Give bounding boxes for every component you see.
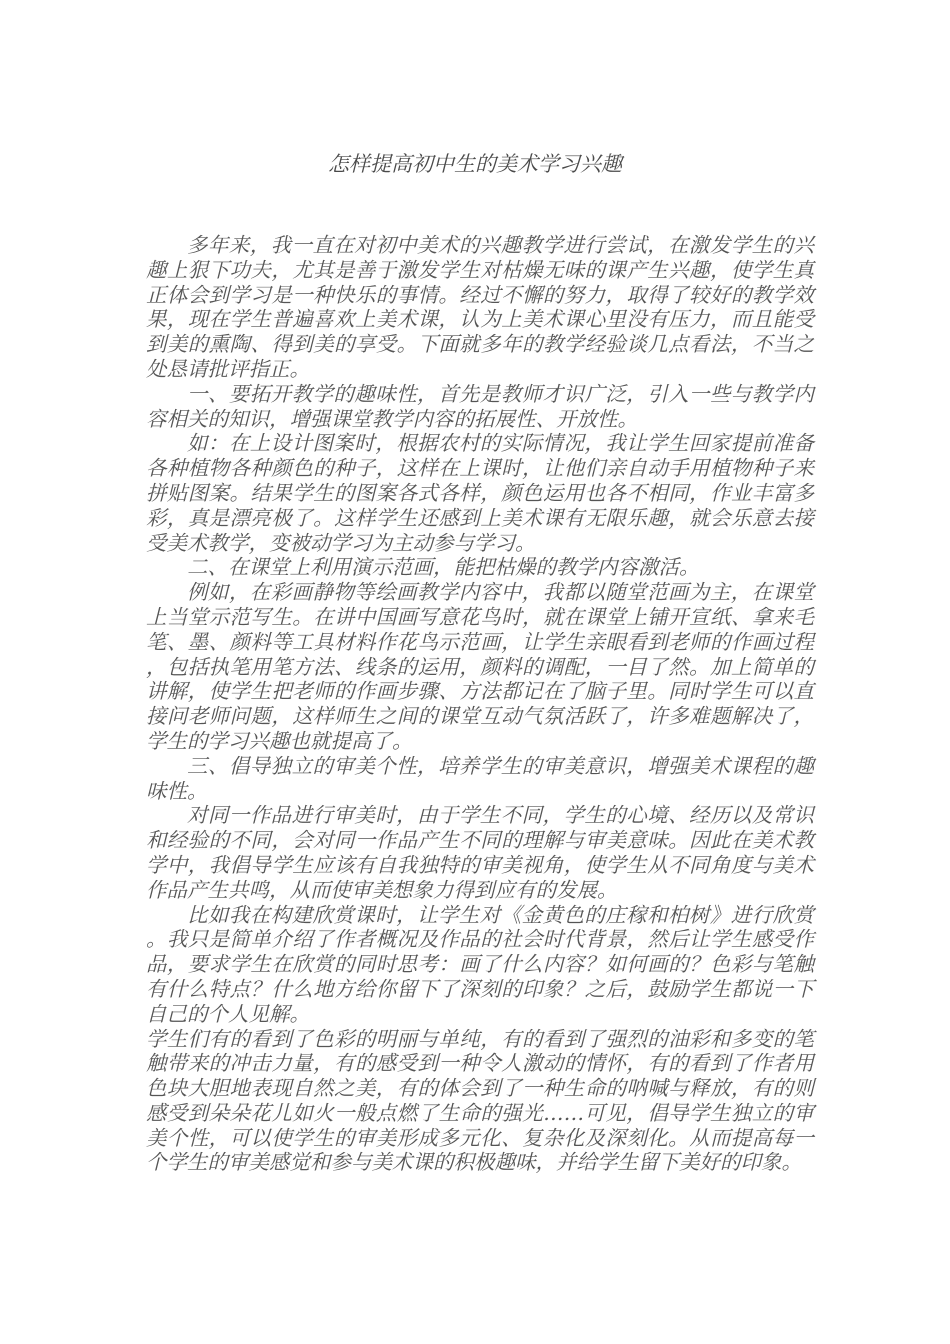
document-title: 怎样提高初中生的美术学习兴趣: [328, 152, 622, 176]
paragraph-example-2: 例如，在彩画静物等绘画教学内容中，我都以随堂范画为主，在课堂上当堂示范写生。在讲中国画写意花鸟时，就在课堂上铺开宣纸、拿来毛笔、墨、颜料等工具材料作花鸟示范画，让学生亲眼看到老师的作画过程，包括执笔用笔方法、线条的运用，颜料的调配，一目了然。加上简单的讲解，使学生把老师的作画步骤、方法都记在了脑子里。同时学生可以直接问老师问题，这样师生之间的课堂互动气氛活跃了，许多难题解决了，学生的学习兴趣也就提高了。: [146, 580, 814, 753]
paragraph-heading-1: 一、要拓开教学的趣味性，首先是教师才识广泛，引入一些与教学内容相关的知识，增强课堂教学内容的拓展性、开放性。: [146, 381, 814, 431]
paragraph-heading-2: 二、在课堂上利用演示范画，能把枯燥的教学内容激活。: [187, 555, 700, 580]
paragraph-example-3: 比如我在构建欣赏课时，让学生对《金黄色的庄稼和柏树》进行欣赏。我只是简单介绍了作者概况及作品的社会时代背景，然后让学生感受作品，要求学生在欣赏的同时思考：画了什么内容？如何画的？色彩与笔触有什么特点？什么地方给你留下了深刻的印象？之后，鼓励学生都说一下自己的个人见解。: [146, 902, 814, 1026]
paragraph-conclusion: 学生们有的看到了色彩的明丽与单纯，有的看到了强烈的油彩和多变的笔触带来的冲击力量，有的感受到一种令人激动的情怀，有的看到了作者用色块大胆地表现自然之美，有的体会到了一种生命的呐喊与释放，有的则感受到朵朵花儿如火一般点燃了生命的强光……可见，倡导学生独立的审美个性，可以使学生的审美形成多元化、复杂化及深刻化。从而提高每一个学生的审美感觉和参与美术课的积极趣味，并给学生留下美好的印象。: [146, 1026, 814, 1175]
paragraph-example-1: 如：在上设计图案时，根据农村的实际情况，我让学生回家提前准备各种植物各种颜色的种子，这样在上课时，让他们亲自动手用植物种子来拼贴图案。结果学生的图案各式各样，颜色运用也各不相同，作业丰富多彩，真是漂亮极了。这样学生还感到上美术课有无限乐趣，就会乐意去接受美术教学，变被动学习为主动参与学习。: [146, 431, 814, 555]
paragraph-heading-3: 三、倡导独立的审美个性，培养学生的审美意识，增强美术课程的趣味性。: [146, 753, 814, 803]
document-body: [146, 233, 814, 1175]
paragraph-aesthetics: 对同一作品进行审美时，由于学生不同，学生的心境、经历以及常识和经验的不同，会对同一作品产生不同的理解与审美意味。因此在美术教学中，我倡导学生应该有自我独特的审美视角，使学生从不同角度与美术作品产生共鸣，从而使审美想象力得到应有的发展。: [146, 803, 814, 902]
paragraph-intro: 多年来，我一直在对初中美术的兴趣教学进行尝试，在激发学生的兴趣上狠下功夫，尤其是善于激发学生对枯燥无味的课产生兴趣，使学生真正体会到学习是一种快乐的事情。经过不懈的努力，取得了较好的教学效果，现在学生普遍喜欢上美术课，认为上美术课心里没有压力，而且能受到美的熏陶、得到美的享受。下面就多年的教学经验谈几点看法，不当之处恳请批评指正。: [146, 233, 814, 381]
